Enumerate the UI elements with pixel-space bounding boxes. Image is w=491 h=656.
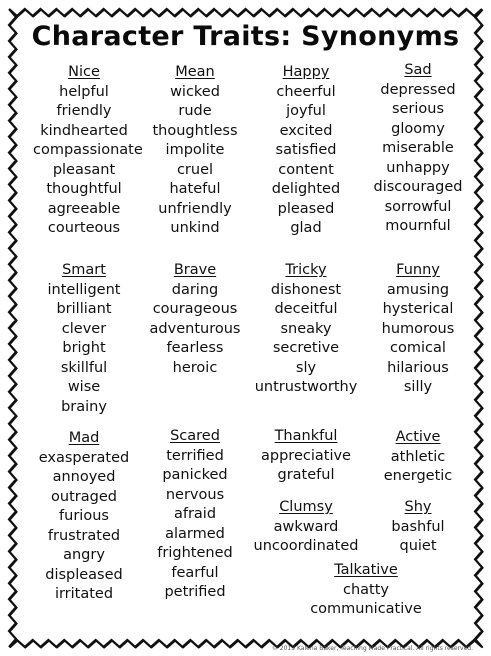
word: cheerful <box>276 83 336 100</box>
word: amusing <box>386 281 450 298</box>
word: comical <box>390 340 446 356</box>
word: secretive <box>272 340 340 356</box>
word: mournful <box>385 218 451 234</box>
group-happy <box>256 63 356 239</box>
word: intelligent <box>47 281 121 298</box>
word: annoyed <box>52 469 116 485</box>
word: excited <box>279 122 333 139</box>
word: frightened <box>157 545 233 561</box>
heading-mean: Mean <box>175 64 215 80</box>
word: heroic <box>172 359 218 376</box>
group-clumsy <box>248 498 364 557</box>
word: compassionate <box>33 142 143 158</box>
word: energetic <box>383 468 453 484</box>
word: bashful <box>391 518 445 535</box>
word: irritated <box>54 586 114 602</box>
word: pleased <box>277 200 335 217</box>
word: brilliant <box>56 301 112 317</box>
word: dishonest <box>270 281 342 298</box>
heading-tricky: Tricky <box>285 262 327 278</box>
word: delighted <box>271 181 341 197</box>
group-talkative <box>300 561 432 620</box>
word: hilarious <box>387 359 449 376</box>
word: serious <box>391 101 445 117</box>
word: agreeable <box>47 200 121 217</box>
heading-clumsy: Clumsy <box>279 499 333 515</box>
word: friendly <box>56 103 112 119</box>
group-tricky <box>253 261 359 398</box>
word: alarmed <box>165 525 225 542</box>
word: unhappy <box>386 159 450 176</box>
heading-smart: Smart <box>62 262 106 278</box>
word: helpful <box>59 83 109 100</box>
group-nice <box>33 63 143 239</box>
word: displeased <box>45 566 123 583</box>
word: frustrated <box>47 527 121 544</box>
word: petrified <box>164 584 226 600</box>
word: communicative <box>310 601 422 617</box>
heading-sad: Sad <box>404 62 432 78</box>
word: courteous <box>47 220 121 236</box>
word: wise <box>67 379 101 395</box>
word: athletic <box>390 448 446 465</box>
heading-active: Active <box>395 429 441 445</box>
word: cruel <box>176 161 214 178</box>
group-mean <box>145 63 245 239</box>
copyright-footer: © 2013 Kalena Baker, Teaching Made Practical. All rights reserved. <box>271 645 473 652</box>
group-sad <box>368 61 468 237</box>
word: discouraged <box>373 179 463 195</box>
heading-scared: Scared <box>170 428 220 444</box>
word: daring <box>171 281 219 298</box>
group-smart <box>33 261 135 417</box>
group-shy <box>368 498 468 557</box>
word: furious <box>59 508 109 524</box>
heading-nice: Nice <box>68 64 100 80</box>
word: deceitful <box>274 301 338 317</box>
word: courageous <box>152 301 238 317</box>
word: content <box>278 161 334 178</box>
word: appreciative <box>261 447 351 464</box>
word: fearless <box>166 340 224 356</box>
word: fearful <box>171 564 219 581</box>
heading-talkative: Talkative <box>334 562 398 578</box>
word: adventurous <box>149 320 241 337</box>
word: untrustworthy <box>254 379 358 395</box>
word: depressed <box>380 81 456 98</box>
heading-happy: Happy <box>282 64 330 80</box>
page-title: Character Traits: Synonyms <box>31 21 460 52</box>
word: clever <box>61 320 107 337</box>
word: outraged <box>51 488 117 505</box>
heading-thankful: Thankful <box>274 428 338 444</box>
group-scared <box>145 427 245 603</box>
heading-brave: Brave <box>173 262 217 278</box>
group-active <box>368 428 468 487</box>
group-mad <box>33 429 135 605</box>
word: kindhearted <box>40 122 128 139</box>
word: miserable <box>382 140 454 156</box>
word: hateful <box>169 181 221 197</box>
word: unkind <box>170 220 220 236</box>
group-brave <box>145 261 245 378</box>
word: brainy <box>61 398 107 415</box>
word: gloomy <box>391 120 445 137</box>
word: silly <box>403 379 433 395</box>
word: joyful <box>286 103 326 119</box>
heading-mad: Mad <box>68 430 100 446</box>
word: rude <box>178 103 212 119</box>
word: pleasant <box>52 161 116 178</box>
word: sly <box>295 359 317 376</box>
heading-funny: Funny <box>396 262 440 278</box>
word: humorous <box>381 320 455 337</box>
word: sneaky <box>280 320 332 337</box>
word: terrified <box>166 447 224 464</box>
word: satisfied <box>275 142 337 158</box>
group-thankful <box>253 427 359 486</box>
word: exasperated <box>38 449 130 466</box>
word: panicked <box>162 467 228 483</box>
word: sorrowful <box>384 198 452 215</box>
word: awkward <box>273 518 339 535</box>
word: hysterical <box>382 301 454 317</box>
word: glad <box>290 220 322 236</box>
word: nervous <box>165 486 225 503</box>
word: skillful <box>60 359 108 376</box>
word: unfriendly <box>158 200 232 217</box>
word: wicked <box>170 83 220 100</box>
word: bright <box>62 340 106 356</box>
word: impolite <box>165 142 225 158</box>
group-funny <box>368 261 468 398</box>
word: quiet <box>399 538 437 554</box>
word: angry <box>63 547 105 563</box>
word: chatty <box>343 581 389 598</box>
word: thoughtful <box>46 181 122 197</box>
word: grateful <box>277 467 335 483</box>
word: thoughtless <box>152 122 238 139</box>
word: uncoordinated <box>253 538 359 554</box>
heading-shy: Shy <box>404 499 432 515</box>
word: afraid <box>173 506 217 522</box>
